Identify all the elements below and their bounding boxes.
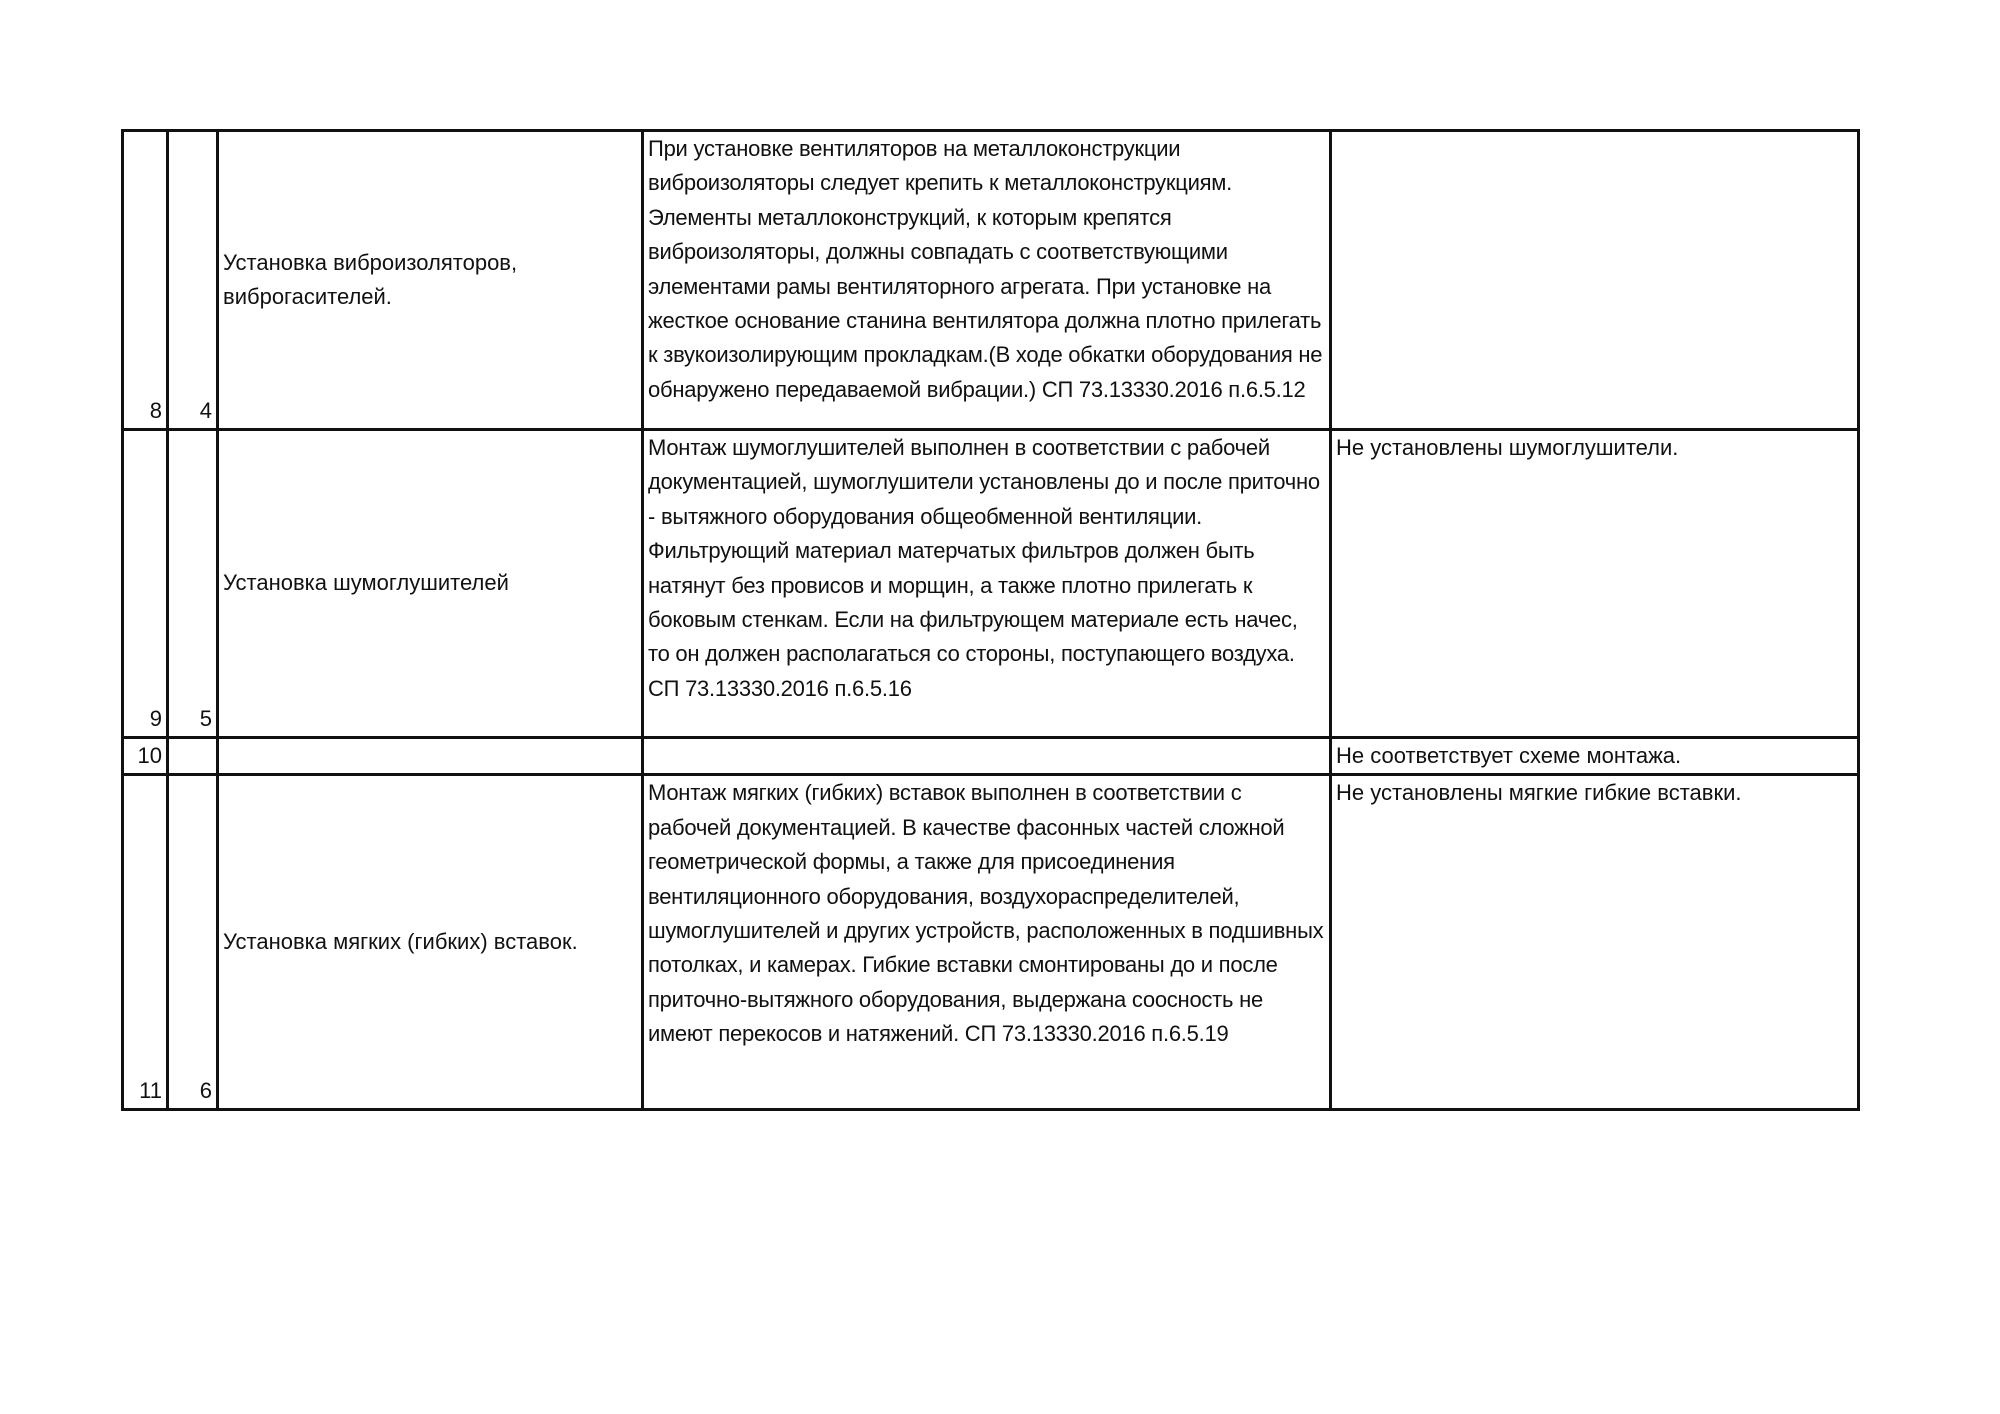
item-number-cell: 5 [168, 430, 218, 738]
item-number-cell: 6 [168, 775, 218, 1110]
remark-cell [1331, 131, 1859, 430]
inspection-table [121, 129, 1860, 1111]
work-name-cell: Установка мягких (гибких) вставок. [218, 775, 643, 1110]
remark-cell: Не установлены мягкие гибкие вставки. [1331, 775, 1859, 1110]
table-row [123, 131, 1859, 430]
work-name-cell [218, 738, 643, 775]
requirement-cell: При установке вентиляторов на металлоконструкции виброизоляторы следует крепить к металлоконструкциям. Элементы металлоконструкций, к которым крепятся виброизоляторы, должны совпадать с соответствующими элементами рамы вентиляторного агрегата. При установке на жесткое основание станина вентилятора должна плотно прилегать к звукоизолирующим прокладкам.(В ходе обкатки оборудования не обнаружено передаваемой вибрации.) СП 73.13330.2016 п.6.5.12 [643, 131, 1331, 430]
row-number-cell: 8 [123, 131, 168, 430]
work-name-cell: Установка виброизоляторов, виброгасителей. [218, 131, 643, 430]
table-row [123, 430, 1859, 738]
item-number-cell [168, 738, 218, 775]
document-sheet [121, 129, 1857, 1111]
requirement-cell: Монтаж шумоглушителей выполнен в соответствии с рабочей документацией, шумоглушители установлены до и после приточно - вытяжного оборудования общеобменной вентиляции. Фильтрующий материал матерчатых фильтров должен быть натянут без провисов и морщин, а также плотно прилегать к боковым стенкам. Если на фильтрующем материале есть начес, то он должен располагаться со стороны, поступающего воздуха. СП 73.13330.2016 п.6.5.16 [643, 430, 1331, 738]
remark-cell: Не соответствует схеме монтажа. [1331, 738, 1859, 775]
work-name-cell: Установка шумоглушителей [218, 430, 643, 738]
table-row [123, 775, 1859, 1110]
row-number-cell: 11 [123, 775, 168, 1110]
requirement-cell [643, 738, 1331, 775]
requirement-cell: Монтаж мягких (гибких) вставок выполнен в соответствии с рабочей документацией. В качестве фасонных частей сложной геометрической формы, а также для присоединения вентиляционного оборудования, воздухораспределителей, шумоглушителей и других устройств, расположенных в подшивных потолках, и камерах. Гибкие вставки смонтированы до и после приточно-вытяжного оборудования, выдержана соосность не имеют перекосов и натяжений. СП 73.13330.2016 п.6.5.19 [643, 775, 1331, 1110]
table-row [123, 738, 1859, 775]
row-number-cell: 10 [123, 738, 168, 775]
row-number-cell: 9 [123, 430, 168, 738]
item-number-cell: 4 [168, 131, 218, 430]
remark-cell: Не установлены шумоглушители. [1331, 430, 1859, 738]
